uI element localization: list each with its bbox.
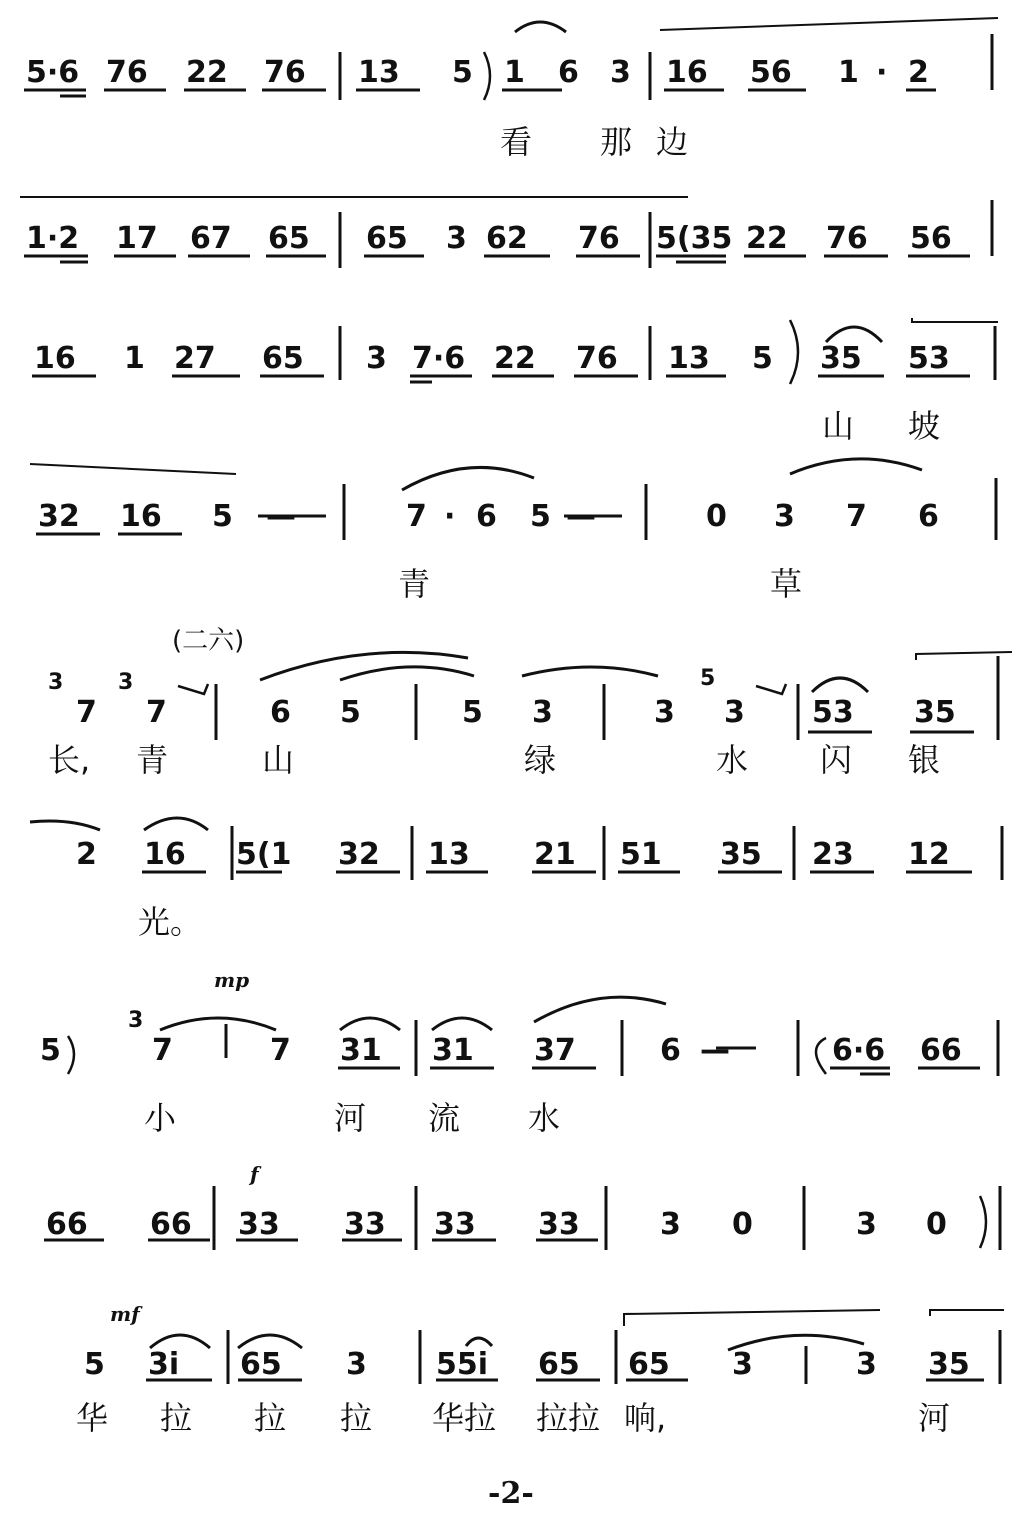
- note: 66: [46, 1207, 88, 1242]
- note: 5: [452, 55, 473, 90]
- note: 23: [812, 837, 854, 872]
- lyric: 拉拉: [536, 1399, 601, 1437]
- note: 6: [476, 499, 497, 534]
- grace-note: 5: [700, 666, 716, 691]
- note: 56: [750, 55, 792, 90]
- note: 65: [538, 1347, 580, 1382]
- note: 31: [340, 1033, 382, 1068]
- section-label: (二六): [172, 626, 245, 656]
- note: 16: [666, 55, 708, 90]
- note: 55i: [436, 1347, 489, 1382]
- note: 7·6: [412, 341, 466, 376]
- dynamic-f: f: [250, 1162, 259, 1186]
- note: 0: [926, 1207, 947, 1242]
- dynamic-mp: mp: [214, 968, 250, 992]
- note: 5: [40, 1033, 61, 1068]
- lyric: 坡: [908, 407, 941, 445]
- lyric: 小: [144, 1099, 177, 1137]
- note: 35: [820, 341, 862, 376]
- note: 6: [918, 499, 939, 534]
- note: 5(35: [656, 221, 733, 256]
- note: 5(1: [236, 837, 292, 872]
- note: 13: [668, 341, 710, 376]
- lyric: 边: [656, 123, 689, 161]
- note: 51: [620, 837, 662, 872]
- note: 5: [530, 499, 551, 534]
- note: 1: [838, 55, 859, 90]
- note: 33: [238, 1207, 280, 1242]
- note: 65: [262, 341, 304, 376]
- note: 1: [124, 341, 145, 376]
- note: 65: [240, 1347, 282, 1382]
- note: 22: [186, 55, 228, 90]
- note: 6: [270, 695, 291, 730]
- note: 3: [660, 1207, 681, 1242]
- note: 76: [264, 55, 306, 90]
- note: 3: [724, 695, 745, 730]
- note: 1: [504, 55, 525, 90]
- note: 13: [358, 55, 400, 90]
- note: 12: [908, 837, 950, 872]
- note: 5: [752, 341, 773, 376]
- note: ·: [876, 55, 888, 90]
- note: 3: [856, 1207, 877, 1242]
- note: 3: [654, 695, 675, 730]
- lyric: 光。: [138, 903, 203, 941]
- note: 3: [532, 695, 553, 730]
- grace-note: 3: [128, 1008, 144, 1033]
- lyric: 拉: [340, 1399, 373, 1437]
- lyric: 华拉: [432, 1399, 497, 1437]
- note: 3: [446, 221, 467, 256]
- note: 62: [486, 221, 528, 256]
- note: 16: [34, 341, 76, 376]
- note: 6·6: [832, 1033, 886, 1068]
- note: 6: [660, 1033, 681, 1068]
- note: —: [266, 499, 296, 534]
- note: 67: [190, 221, 232, 256]
- note: 2: [76, 837, 97, 872]
- note: 33: [434, 1207, 476, 1242]
- lyric: 响,: [624, 1399, 667, 1437]
- note: 27: [174, 341, 216, 376]
- note: 32: [38, 499, 80, 534]
- lyric: 流: [428, 1099, 461, 1137]
- note: 7: [146, 695, 167, 730]
- note: 3: [610, 55, 631, 90]
- note: 65: [268, 221, 310, 256]
- note: 32: [338, 837, 380, 872]
- note: 37: [534, 1033, 576, 1068]
- note: 7: [152, 1033, 173, 1068]
- lyric: 闪: [820, 741, 853, 779]
- lyric: 山: [822, 407, 855, 445]
- note: 33: [538, 1207, 580, 1242]
- note: 53: [812, 695, 854, 730]
- note: 13: [428, 837, 470, 872]
- dynamic-mf: mf: [110, 1302, 140, 1326]
- lyric: 华: [76, 1399, 109, 1437]
- note: 65: [366, 221, 408, 256]
- lyric: 草: [770, 565, 803, 603]
- note: 3: [732, 1347, 753, 1382]
- note: 3: [346, 1347, 367, 1382]
- note: 1·2: [26, 221, 80, 256]
- note: 5·6: [26, 55, 80, 90]
- note: 3: [366, 341, 387, 376]
- lyric: 青: [398, 565, 431, 603]
- note: 33: [344, 1207, 386, 1242]
- lyric: 拉: [160, 1399, 193, 1437]
- note: —: [700, 1033, 730, 1068]
- note: 66: [920, 1033, 962, 1068]
- note: 7: [76, 695, 97, 730]
- note: 76: [576, 341, 618, 376]
- lyric: 河: [334, 1099, 367, 1137]
- note: 66: [150, 1207, 192, 1242]
- lyric: 水: [528, 1099, 561, 1137]
- note: 22: [746, 221, 788, 256]
- note: 65: [628, 1347, 670, 1382]
- note: 76: [578, 221, 620, 256]
- note: 17: [116, 221, 158, 256]
- note: 3i: [148, 1347, 180, 1382]
- note: 16: [120, 499, 162, 534]
- note: 35: [928, 1347, 970, 1382]
- note: 16: [144, 837, 186, 872]
- note: 56: [910, 221, 952, 256]
- note: 5: [212, 499, 233, 534]
- note: 5: [462, 695, 483, 730]
- note: 35: [720, 837, 762, 872]
- note: 76: [106, 55, 148, 90]
- note: 6: [558, 55, 579, 90]
- note: 5: [340, 695, 361, 730]
- note: 21: [534, 837, 576, 872]
- lyric: 长,: [48, 741, 91, 779]
- grace-note: 3: [48, 670, 64, 695]
- note: 22: [494, 341, 536, 376]
- lyric: 绿: [524, 741, 557, 779]
- page-number: -2-: [488, 1476, 534, 1511]
- note: 7: [270, 1033, 291, 1068]
- note: 7: [406, 499, 427, 534]
- note: 31: [432, 1033, 474, 1068]
- note: 3: [856, 1347, 877, 1382]
- note: 35: [914, 695, 956, 730]
- note: 0: [706, 499, 727, 534]
- lyric: 那: [600, 123, 633, 161]
- lyric: 拉: [254, 1399, 287, 1437]
- note: 0: [732, 1207, 753, 1242]
- lyric: 河: [918, 1399, 951, 1437]
- note: 3: [774, 499, 795, 534]
- note: 5: [84, 1347, 105, 1382]
- note: 76: [826, 221, 868, 256]
- lyric: 银: [908, 741, 941, 779]
- lyric: 山: [262, 741, 295, 779]
- note: 2: [908, 55, 929, 90]
- lyric: 看: [500, 123, 533, 161]
- grace-note: 3: [118, 670, 134, 695]
- lyric: 青: [136, 741, 169, 779]
- note: ·: [444, 499, 456, 534]
- note: 7: [846, 499, 867, 534]
- note: 53: [908, 341, 950, 376]
- note: —: [566, 499, 596, 534]
- lyric: 水: [716, 741, 749, 779]
